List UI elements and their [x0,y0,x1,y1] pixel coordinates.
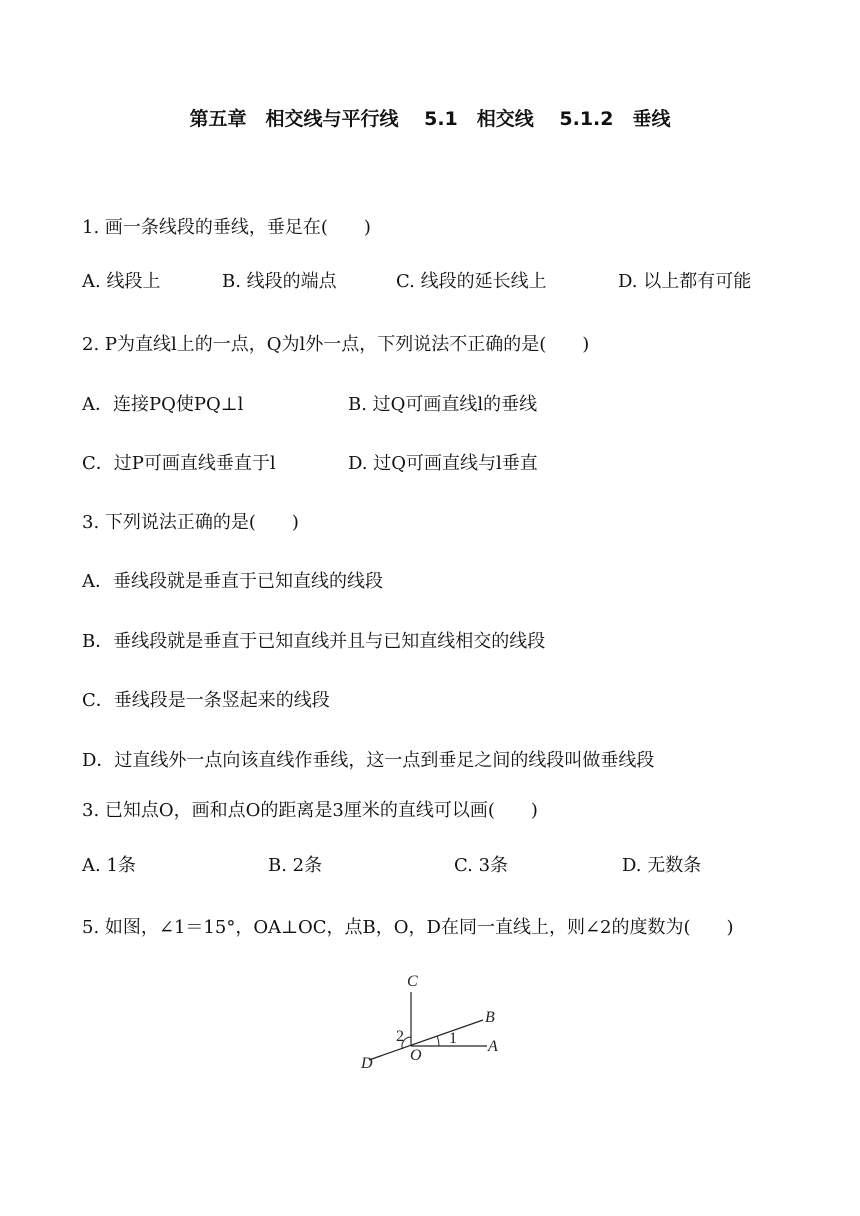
question-4-stem: 3. 已知点O，画和点O的距离是3厘米的直线可以画( ) [82,800,538,821]
question-5-stem: 5. 如图，∠1＝15°，OA⊥OC，点B，O，D在同一直线上，则∠2的度数为( ) [82,917,734,938]
question-1-stem: 1. 画一条线段的垂线，垂足在( ) [82,217,371,238]
line-db [369,1020,483,1060]
question-4-option-a: A. 1条 [82,855,136,876]
question-2-option-b: B. 过Q可画直线l的垂线 [348,394,538,415]
geometry-figure [355,968,515,1078]
question-4-option-b: B. 2条 [268,855,323,876]
question-3-option-a: A．垂线段就是垂直于已知直线的线段 [82,571,383,592]
question-4-option-c: C. 3条 [454,855,509,876]
question-2-stem: 2. P为直线l上的一点，Q为l外一点，下列说法不正确的是( ) [82,334,590,355]
question-3-option-c: C．垂线段是一条竖起来的线段 [82,690,330,711]
question-4-option-d: D. 无数条 [622,855,702,876]
label-a: A [488,1038,498,1055]
label-c: C [407,973,418,990]
label-o: O [410,1047,422,1064]
question-3-option-b: B．垂线段就是垂直于已知直线并且与已知直线相交的线段 [82,631,546,652]
label-angle-2: 2 [396,1028,404,1045]
question-1-option-d: D. 以上都有可能 [618,271,752,292]
page-title: 第五章 相交线与平行线 5.1 相交线 5.1.2 垂线 [189,108,671,130]
angle-diagram [355,968,515,1078]
label-d: D [361,1055,373,1072]
question-3-option-d: D．过直线外一点向该直线作垂线，这一点到垂足之间的线段叫做垂线段 [82,750,655,771]
question-1-option-b: B. 线段的端点 [222,271,337,292]
question-1-option-a: A. 线段上 [82,271,161,292]
question-2-option-d: D. 过Q可画直线与l垂直 [348,453,538,474]
question-3-stem: 3. 下列说法正确的是( ) [82,512,299,533]
question-2-option-c: C．过P可画直线垂直于l [82,453,276,474]
angle-1-arc [437,1037,439,1046]
question-2-option-a: A．连接PQ使PQ⊥l [82,394,244,415]
question-1-option-c: C. 线段的延长线上 [396,271,547,292]
label-angle-1: 1 [449,1030,457,1047]
label-b: B [485,1009,495,1026]
